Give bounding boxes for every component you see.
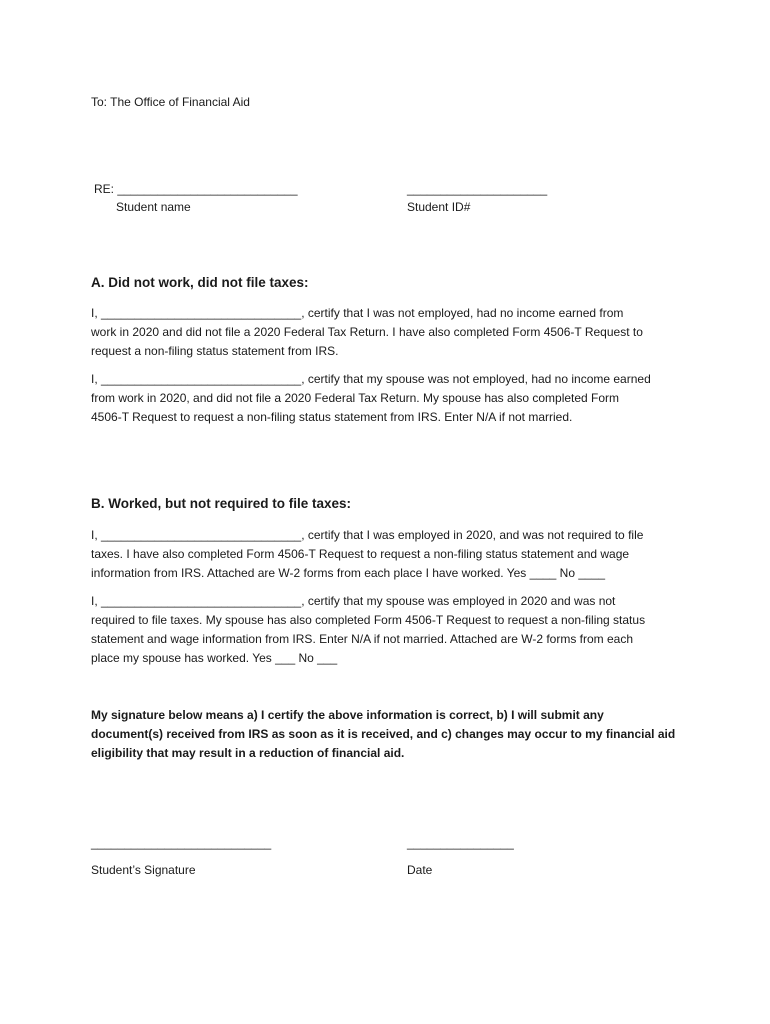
paragraph-line: work in 2020 and did not file a 2020 Federal Tax Return. I have also completed Form 4506-T Request to bbox=[91, 325, 643, 339]
section-b-heading: B. Worked, but not required to file taxes: bbox=[91, 496, 352, 511]
student-name-field[interactable]: RE: ___________________________ bbox=[94, 182, 298, 196]
paragraph-line: 4506-T Request to request a non-filing status statement from IRS. Enter N/A if not married. bbox=[91, 410, 573, 424]
student-id-field[interactable]: _____________________ bbox=[407, 182, 548, 196]
paragraph-line: I, ______________________________, certify that I was not employed, had no income earned from bbox=[91, 306, 624, 320]
section-a-heading: A. Did not work, did not file taxes: bbox=[91, 275, 309, 290]
certification-statement bbox=[91, 706, 691, 763]
signature-label: Student’s Signature bbox=[91, 863, 196, 877]
paragraph-line: I, ______________________________, certify that my spouse was employed in 2020 and was not bbox=[91, 594, 616, 608]
student-id-label: Student ID# bbox=[407, 200, 471, 214]
paragraph-line: required to file taxes. My spouse has also completed Form 4506-T Request to request a non-filing status bbox=[91, 613, 646, 627]
paragraph-line: request a non-filing status statement from IRS. bbox=[91, 344, 339, 358]
section-a-paragraph-1 bbox=[91, 304, 691, 361]
date-line[interactable]: ________________ bbox=[407, 836, 514, 850]
section-b-paragraph-2 bbox=[91, 592, 691, 668]
paragraph-line: information from IRS. Attached are W-2 forms from each place I have worked. Yes ____ No ____ bbox=[91, 566, 606, 580]
paragraph-line: place my spouse has worked. Yes ___ No ___ bbox=[91, 651, 338, 665]
paragraph-line: taxes. I have also completed Form 4506-T Request to request a non-filing status statement and wage bbox=[91, 547, 630, 561]
paragraph-line: from work in 2020, and did not file a 2020 Federal Tax Return. My spouse has also completed Form bbox=[91, 391, 620, 405]
paragraph-line: statement and wage information from IRS. Enter N/A if not married. Attached are W-2 forms from each bbox=[91, 632, 634, 646]
paragraph-line: I, ______________________________, certify that I was employed in 2020, and was not required to file bbox=[91, 528, 644, 542]
section-b-paragraph-1 bbox=[91, 526, 691, 583]
date-label: Date bbox=[407, 863, 433, 877]
student-name-label: Student name bbox=[116, 200, 191, 214]
paragraph-line: document(s) received from IRS as soon as it is received, and c) changes may occur to my financial aid bbox=[91, 727, 676, 741]
paragraph-line: My signature below means a) I certify the above information is correct, b) I will submit any bbox=[91, 708, 604, 722]
paragraph-line: I, ______________________________, certify that my spouse was not employed, had no income earned bbox=[91, 372, 651, 386]
addressee-line: To: The Office of Financial Aid bbox=[91, 95, 250, 109]
paragraph-line: eligibility that may result in a reduction of financial aid. bbox=[91, 746, 405, 760]
section-a-paragraph-2 bbox=[91, 370, 691, 427]
signature-line[interactable]: ___________________________ bbox=[91, 836, 272, 850]
